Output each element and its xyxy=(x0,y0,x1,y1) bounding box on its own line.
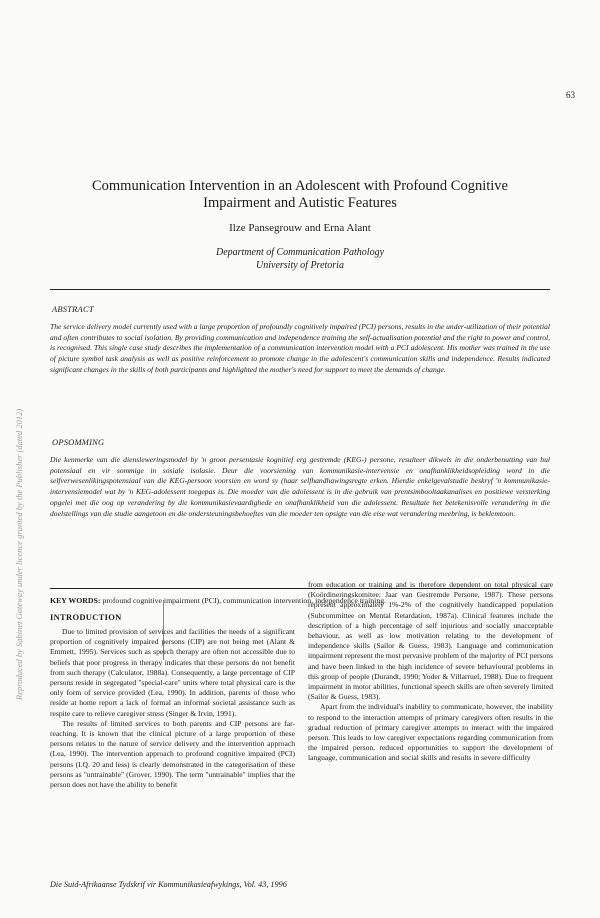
top-divider xyxy=(50,289,550,290)
opsomming-text: Die kenmerke van die diensleweringsmodel by 'n groot persentasie kognitief erg gestremde (KEG-) persone, resulteer dikwels in die onderbenutting van hul potensiaal en vir sommige in sosiale isolasie. Deur die voorsiening van kommunikasie-intervensie en onafhanklikheidsopleiding word in die selfverwesenlikingspotensiaal van die KEG-persoon voorsien en word sy (haar selfhandhawingsregte erken. Hierdie enkelgevalstudie beskryf 'n kommunikasie-intervensiemodel wat by 'n KEG-adolessent toegepas is. Die moeder van die adolessent is in die gebruik van prentsimbooltaakanalises en positiewe versterking opgelei met die oog op verandering by die kommunikasievaardighede en onafhanklikheid van die adolessent. Resultate het betekenisvolle verandering in die doelstellings van die studie aangetoon en die ondersteuningsbehoeftes van die moeder ten opsigte van die eise wat verandering meebring, is beklemtoon. xyxy=(50,455,550,518)
journal-footer: Die Suid-Afrikaanse Tydskrif vir Kommunikasieafwykings, Vol. 43, 1996 xyxy=(50,880,287,889)
right-paragraph-2: Apart from the individual's inability to communicate, however, the inability to respond to the interaction attempts of primary caregivers often results in the gradual reduction of primary caregiver attempts to interact with the impaired person. This leads to low caregiver expectations regarding communication from the impaired person, reduced opportunities to support the development of language, communication and social skills and results in severe difficulty xyxy=(308,702,553,763)
authors: Ilze Pansegrouw and Erna Alant xyxy=(229,222,371,234)
department: Department of Communication Pathology xyxy=(215,247,385,258)
right-column xyxy=(308,580,553,764)
introduction-heading: INTRODUCTION xyxy=(50,612,122,622)
title-line-1: Communication Intervention in an Adolescent with Profound Cognitive xyxy=(91,178,508,194)
opsomming-heading: OPSOMMING xyxy=(52,437,105,447)
watermark-text: Reproduced by Sabinet Gateway under licence granted by the Publisher (dated 2012) xyxy=(14,408,24,700)
left-column xyxy=(50,627,295,790)
university: University of Pretoria xyxy=(256,260,344,271)
paper-title xyxy=(40,178,560,212)
left-paragraph-1: Due to limited provision of services and facilities the needs of a significant proportion of cognitively impaired persons (CIP) are not being met (Alant & Emmett, 1995). Services such as speech therapy are often not accessible due to beliefs that poor progress in therapy indicates that these persons do not benefit from such therapy (Calculator, 1988a). Consequently, a large percentage of CIP persons reside in segregated "special-care" units where total physical care is the only form of service provided (Lea, 1990). In addition, parents of those who reside at home report a lack of formal an informal societal assistance such as respite care to relieve caregiver stress (Singer & Irvin, 1991). xyxy=(50,627,295,718)
affiliation xyxy=(40,246,560,272)
keywords-text: profound cognitive impairment (PCI), communication intervention, independence training. xyxy=(102,596,387,605)
abstract-text: The service delivery model currently used with a large proportion of profoundly cognitively impaired (PCI) persons, results in the under-utilization of their potential and often contributes to social isolation. By providing communication and independence training the self-actualisation potential and the right to power and control, is recognised. This single case study describes the implementation of a communication intervention model with a PCI adolescent. His mother was trained in the use of picture symbol task analysis as well as positive reinforcement to promote change in the adolescent's communication skills and independence. Results indicated significant changes in the skills of both participants and highlighted the mother's need for support to meet the demands of change. xyxy=(50,322,550,374)
left-paragraph-2: The results of limited services to both parents and CIP persons are far-reaching. It is known that the clinical picture of a large proportion of these persons relates to the nature of service delivery and the intervention approach (Lea, 1990). The intervention approach to profound cognitive impaired (PCI) persons (I.Q. 20 and less) is clearly demonstrated in the categorisation of these persons as "untrainable" (Grover, 1990). The term "untrainable" implies that the person does not have the ability to benefit xyxy=(50,718,295,790)
keywords-label: KEY WORDS: xyxy=(50,596,101,605)
title-line-2: Impairment and Autistic Features xyxy=(203,195,397,211)
right-paragraph-1: from education or training and is therefore dependent on total physical care (Koördineringskomitee: Jaar van Gestremde Persone, 1987). These persons represent approximately 1%-2% of the cognitively handicapped population (Subcommittee on Mental Retardation, 1987a). Clinical features include the description of a high percentage of self injurious and socially unacceptable behaviour, as well as low motivation relating to the development of independence skills (Sailor & Guess, 1983). Language and communication impairment represent the most pervasive problem of the majority of PCI persons and have been linked to the high incidence of severe behavioural problems in this group of people (Durandt, 1990; Yoder & Villarruel, 1988). Due to frequent impairment in motor abilities, functional speech skills are often severely limited (Sailor & Guess, 1983). xyxy=(308,580,553,702)
abstract-heading: ABSTRACT xyxy=(52,304,94,314)
page-number: 63 xyxy=(566,90,575,100)
